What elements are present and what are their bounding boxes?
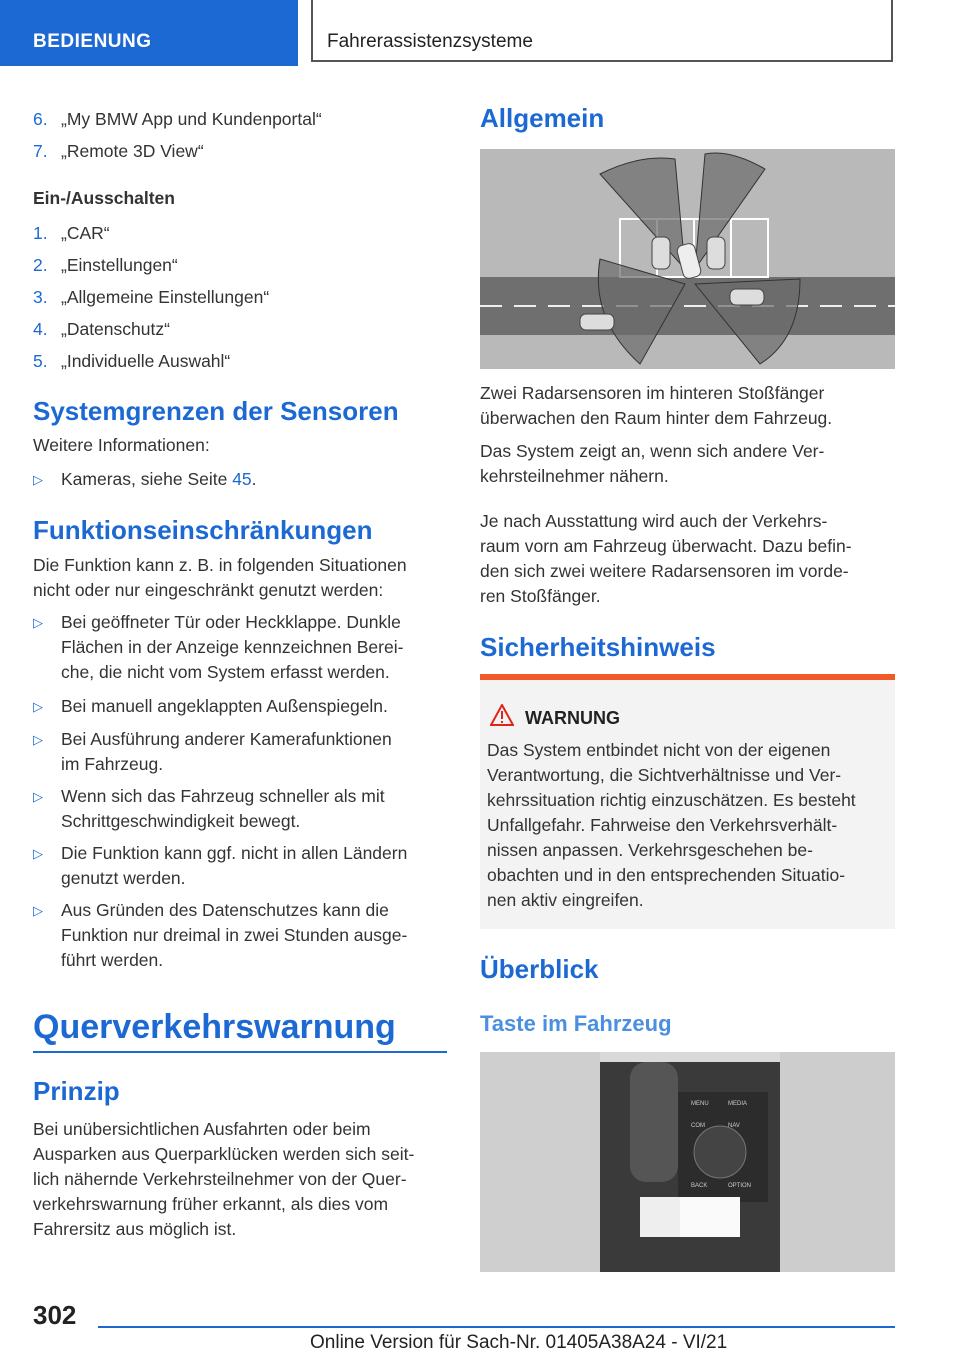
general-text: Das System zeigt an, wenn sich andere Ver-	[480, 441, 825, 461]
general-text: überwachen den Raum hinter dem Fahrzeug.	[480, 408, 833, 428]
function-limits-heading: Funktionseinschränkungen	[33, 515, 373, 545]
console-media-label: MEDIA	[728, 1101, 748, 1107]
function-limits-text-1: Die Funktion kann z. B. in folgenden Situationen	[33, 555, 407, 575]
chapter-title: Fahrerassistenzsysteme	[327, 31, 533, 52]
onoff-heading: Ein-/Ausschalten	[33, 188, 175, 208]
console-com-label: COM	[691, 1123, 705, 1129]
section-title: BEDIENUNG	[33, 31, 152, 52]
warning-line: kehrssituation richtig einzuschätzen. Es besteht	[487, 790, 856, 810]
warning-line: nissen anpassen. Verkehrsgeschehen be-	[487, 840, 813, 860]
warning-line: nen aktiv eingreifen.	[487, 890, 644, 910]
principle-line: Fahrersitz aus möglich ist.	[33, 1219, 237, 1239]
console-option-label: OPTION	[728, 1183, 752, 1189]
sensor-limits-text: Weitere Informationen:	[33, 435, 210, 455]
console-menu-label: MENU	[691, 1101, 709, 1107]
console-nav-label: NAV	[728, 1123, 740, 1129]
radar-diagram-image	[480, 149, 895, 369]
footer-rule	[98, 1326, 895, 1328]
button-heading: Taste im Fahrzeug	[480, 1011, 672, 1036]
warning-line: Unfallgefahr. Fahrweise den Verkehrsverhält-	[487, 815, 838, 835]
function-limits-text-2: nicht oder nur eingeschränkt genutzt werden:	[33, 580, 384, 600]
warning-line: Verantwortung, die Sichtverhältnisse und Ver-	[487, 765, 842, 785]
general-text: ren Stoßfänger.	[480, 586, 601, 606]
page-number: 302	[33, 1300, 77, 1330]
warning-line: obachten und in den entsprechenden Situatio-	[487, 865, 846, 885]
console-back-label: BACK	[691, 1183, 708, 1189]
heading-rule	[33, 1051, 447, 1053]
general-text: den sich zwei weitere Radarsensoren im vorde-	[480, 561, 849, 581]
main-heading: Querverkehrswarnung	[33, 1008, 396, 1046]
section-tab	[0, 0, 298, 66]
principle-heading: Prinzip	[33, 1076, 120, 1106]
principle-line: Ausparken aus Querparklücken werden sich seit-	[33, 1144, 415, 1164]
footer-text: Online Version für Sach-Nr. 01405A38A24 - VI/21	[310, 1332, 728, 1353]
principle-line: verkehrswarnung früher erkannt, als dies vom	[33, 1194, 389, 1214]
warning-triangle-icon	[490, 704, 514, 726]
general-text: Zwei Radarsensoren im hinteren Stoßfänger	[480, 383, 825, 403]
sensor-limits-heading: Systemgrenzen der Sensoren	[33, 396, 399, 426]
console-image	[480, 1052, 895, 1272]
principle-line: lich nähernde Verkehrsteilnehmer von der Quer-	[33, 1169, 407, 1189]
safety-heading: Sicherheitshinweis	[480, 632, 716, 662]
general-text: kehrsteilnehmer nähern.	[480, 466, 669, 486]
warning-label: WARNUNG	[525, 708, 620, 728]
warning-box	[480, 674, 895, 929]
general-heading: Allgemein	[480, 103, 605, 133]
principle-line: Bei unübersichtlichen Ausfahrten oder beim	[33, 1119, 371, 1139]
general-text: raum vorn am Fahrzeug überwacht. Dazu befin-	[480, 536, 852, 556]
chapter-header	[311, 0, 893, 62]
warning-line: Das System entbindet nicht von der eigenen	[487, 740, 831, 760]
overview-heading: Überblick	[480, 954, 599, 984]
page-link[interactable]: 45	[232, 469, 252, 489]
general-text: Je nach Ausstattung wird auch der Verkehrs-	[480, 511, 828, 531]
